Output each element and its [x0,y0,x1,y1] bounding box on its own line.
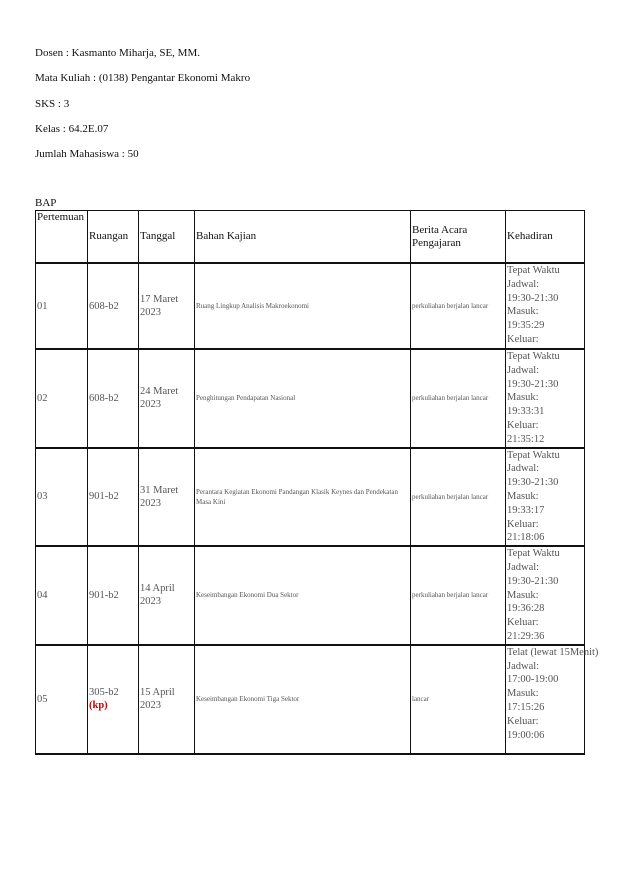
cell-bahan-kajian: Ruang Lingkup Analisis Makroekonomi [195,263,411,349]
cell-tanggal: 17 Maret 2023 [139,263,195,349]
cell-pertemuan: 02 [36,349,88,448]
kehadiran-line: 21:18:06 [507,532,545,544]
kehadiran-line: 19:30-21:30 [507,477,559,489]
cell-kehadiran [506,448,585,547]
kehadiran-line: Keluar: [507,419,539,431]
kehadiran-line: Jadwal: [507,660,540,672]
ruangan-value: 608-b2 [89,392,119,404]
cell-tanggal: 15 April 2023 [139,645,195,754]
kehadiran-line: Keluar: [507,518,539,530]
cell-bahan-kajian: Penghitungan Pendapatan Nasional [195,349,411,448]
kehadiran-line: 21:35:12 [507,433,545,445]
info-mata-kuliah: Mata Kuliah : (0138) Pengantar Ekonomi Makro [35,72,251,84]
kehadiran-line: Keluar: [507,617,539,629]
kehadiran-line: Masuk: [507,490,539,502]
table-row [36,263,585,349]
cell-ruangan [88,448,139,547]
cell-ruangan [88,546,139,645]
cell-pertemuan: 04 [36,546,88,645]
kehadiran-line: 19:35:29 [507,320,545,332]
ruangan-value: 608-b2 [89,300,119,312]
kehadiran-line: Tepat Waktu [507,449,560,461]
cell-bahan-kajian: Keseimbangan Ekonomi Dua Sektor [195,546,411,645]
kehadiran-line: 19:00:06 [507,729,545,741]
cell-berita-acara: lancar [411,645,506,754]
kehadiran-line: Jadwal: [507,561,540,573]
cell-pertemuan: 05 [36,645,88,754]
cell-kehadiran [506,349,585,448]
ruangan-value: 901-b2 [89,589,119,601]
kehadiran-line: Telat (lewat 15Menit) [507,646,599,658]
ruangan-note: (kp) [89,700,108,712]
kehadiran-line: 19:36:28 [507,603,545,615]
kehadiran-line: 17:15:26 [507,701,545,713]
header-tanggal: Tanggal [139,211,195,264]
cell-tanggal: 31 Maret 2023 [139,448,195,547]
kehadiran-line: 17:00-19:00 [507,674,559,686]
header-kehadiran: Kehadiran [506,211,585,264]
cell-berita-acara: perkuliahan berjalan lancar [411,448,506,547]
kehadiran-line: 19:33:17 [507,504,545,516]
cell-berita-acara: perkuliahan berjalan lancar [411,263,506,349]
kehadiran-line: 21:29:36 [507,630,545,642]
kehadiran-line: Jadwal: [507,278,540,290]
info-sks: SKS : 3 [35,98,70,110]
header-berita-acara: Berita Acara Pengajaran [411,211,506,264]
kehadiran-line: Jadwal: [507,463,540,475]
table-row [36,349,585,448]
kehadiran-line: Tepat Waktu [507,265,560,276]
kehadiran-line: Keluar: [507,333,539,345]
cell-pertemuan: 03 [36,448,88,547]
kehadiran-line: Masuk: [507,688,539,700]
info-kelas: Kelas : 64.2E.07 [35,123,109,135]
cell-tanggal: 24 Maret 2023 [139,349,195,448]
kehadiran-line: Tepat Waktu [507,548,560,560]
cell-berita-acara: perkuliahan berjalan lancar [411,349,506,448]
cell-kehadiran [506,645,599,754]
kehadiran-line: Masuk: [507,306,539,318]
kehadiran-line: Tepat Waktu [507,351,560,362]
ruangan-value: 305-b2 [89,687,119,699]
cell-ruangan [88,263,139,349]
cell-kehadiran [506,546,585,645]
header-pertemuan: Pertemuan [36,211,88,264]
bap-title: BAP [35,197,57,209]
kehadiran-line: 19:30-21:30 [507,575,559,587]
kehadiran-line: Masuk: [507,589,539,601]
kehadiran-line: 19:30-21:30 [507,378,559,390]
cell-bahan-kajian: Perantara Kegiatan Ekonomi Pandangan Klasik Keynes dan Pendekatan Masa Kini [195,448,411,547]
header-bahan-kajian: Bahan Kajian [195,211,411,264]
kehadiran-line: 19:30-21:30 [507,292,559,304]
cell-ruangan [88,645,139,754]
kehadiran-line: Keluar: [507,715,539,727]
kehadiran-line: 19:33:31 [507,406,545,418]
kehadiran-line: Masuk: [507,392,539,404]
table-header-row [36,211,585,264]
info-dosen: Dosen : Kasmanto Miharja, SE, MM. [35,47,200,59]
info-jumlah-mahasiswa: Jumlah Mahasiswa : 50 [35,148,139,160]
kehadiran-line: Jadwal: [507,364,540,376]
cell-bahan-kajian: Keseimbangan Ekonomi Tiga Sektor [195,645,411,754]
table-row [36,645,585,754]
table-row [36,546,585,645]
cell-kehadiran [506,263,585,349]
ruangan-value: 901-b2 [89,491,119,503]
cell-berita-acara: perkuliahan berjalan lancar [411,546,506,645]
bap-table [35,210,599,755]
cell-ruangan [88,349,139,448]
header-ruangan: Ruangan [88,211,139,264]
cell-tanggal: 14 April 2023 [139,546,195,645]
table-row [36,448,585,547]
cell-pertemuan: 01 [36,263,88,349]
